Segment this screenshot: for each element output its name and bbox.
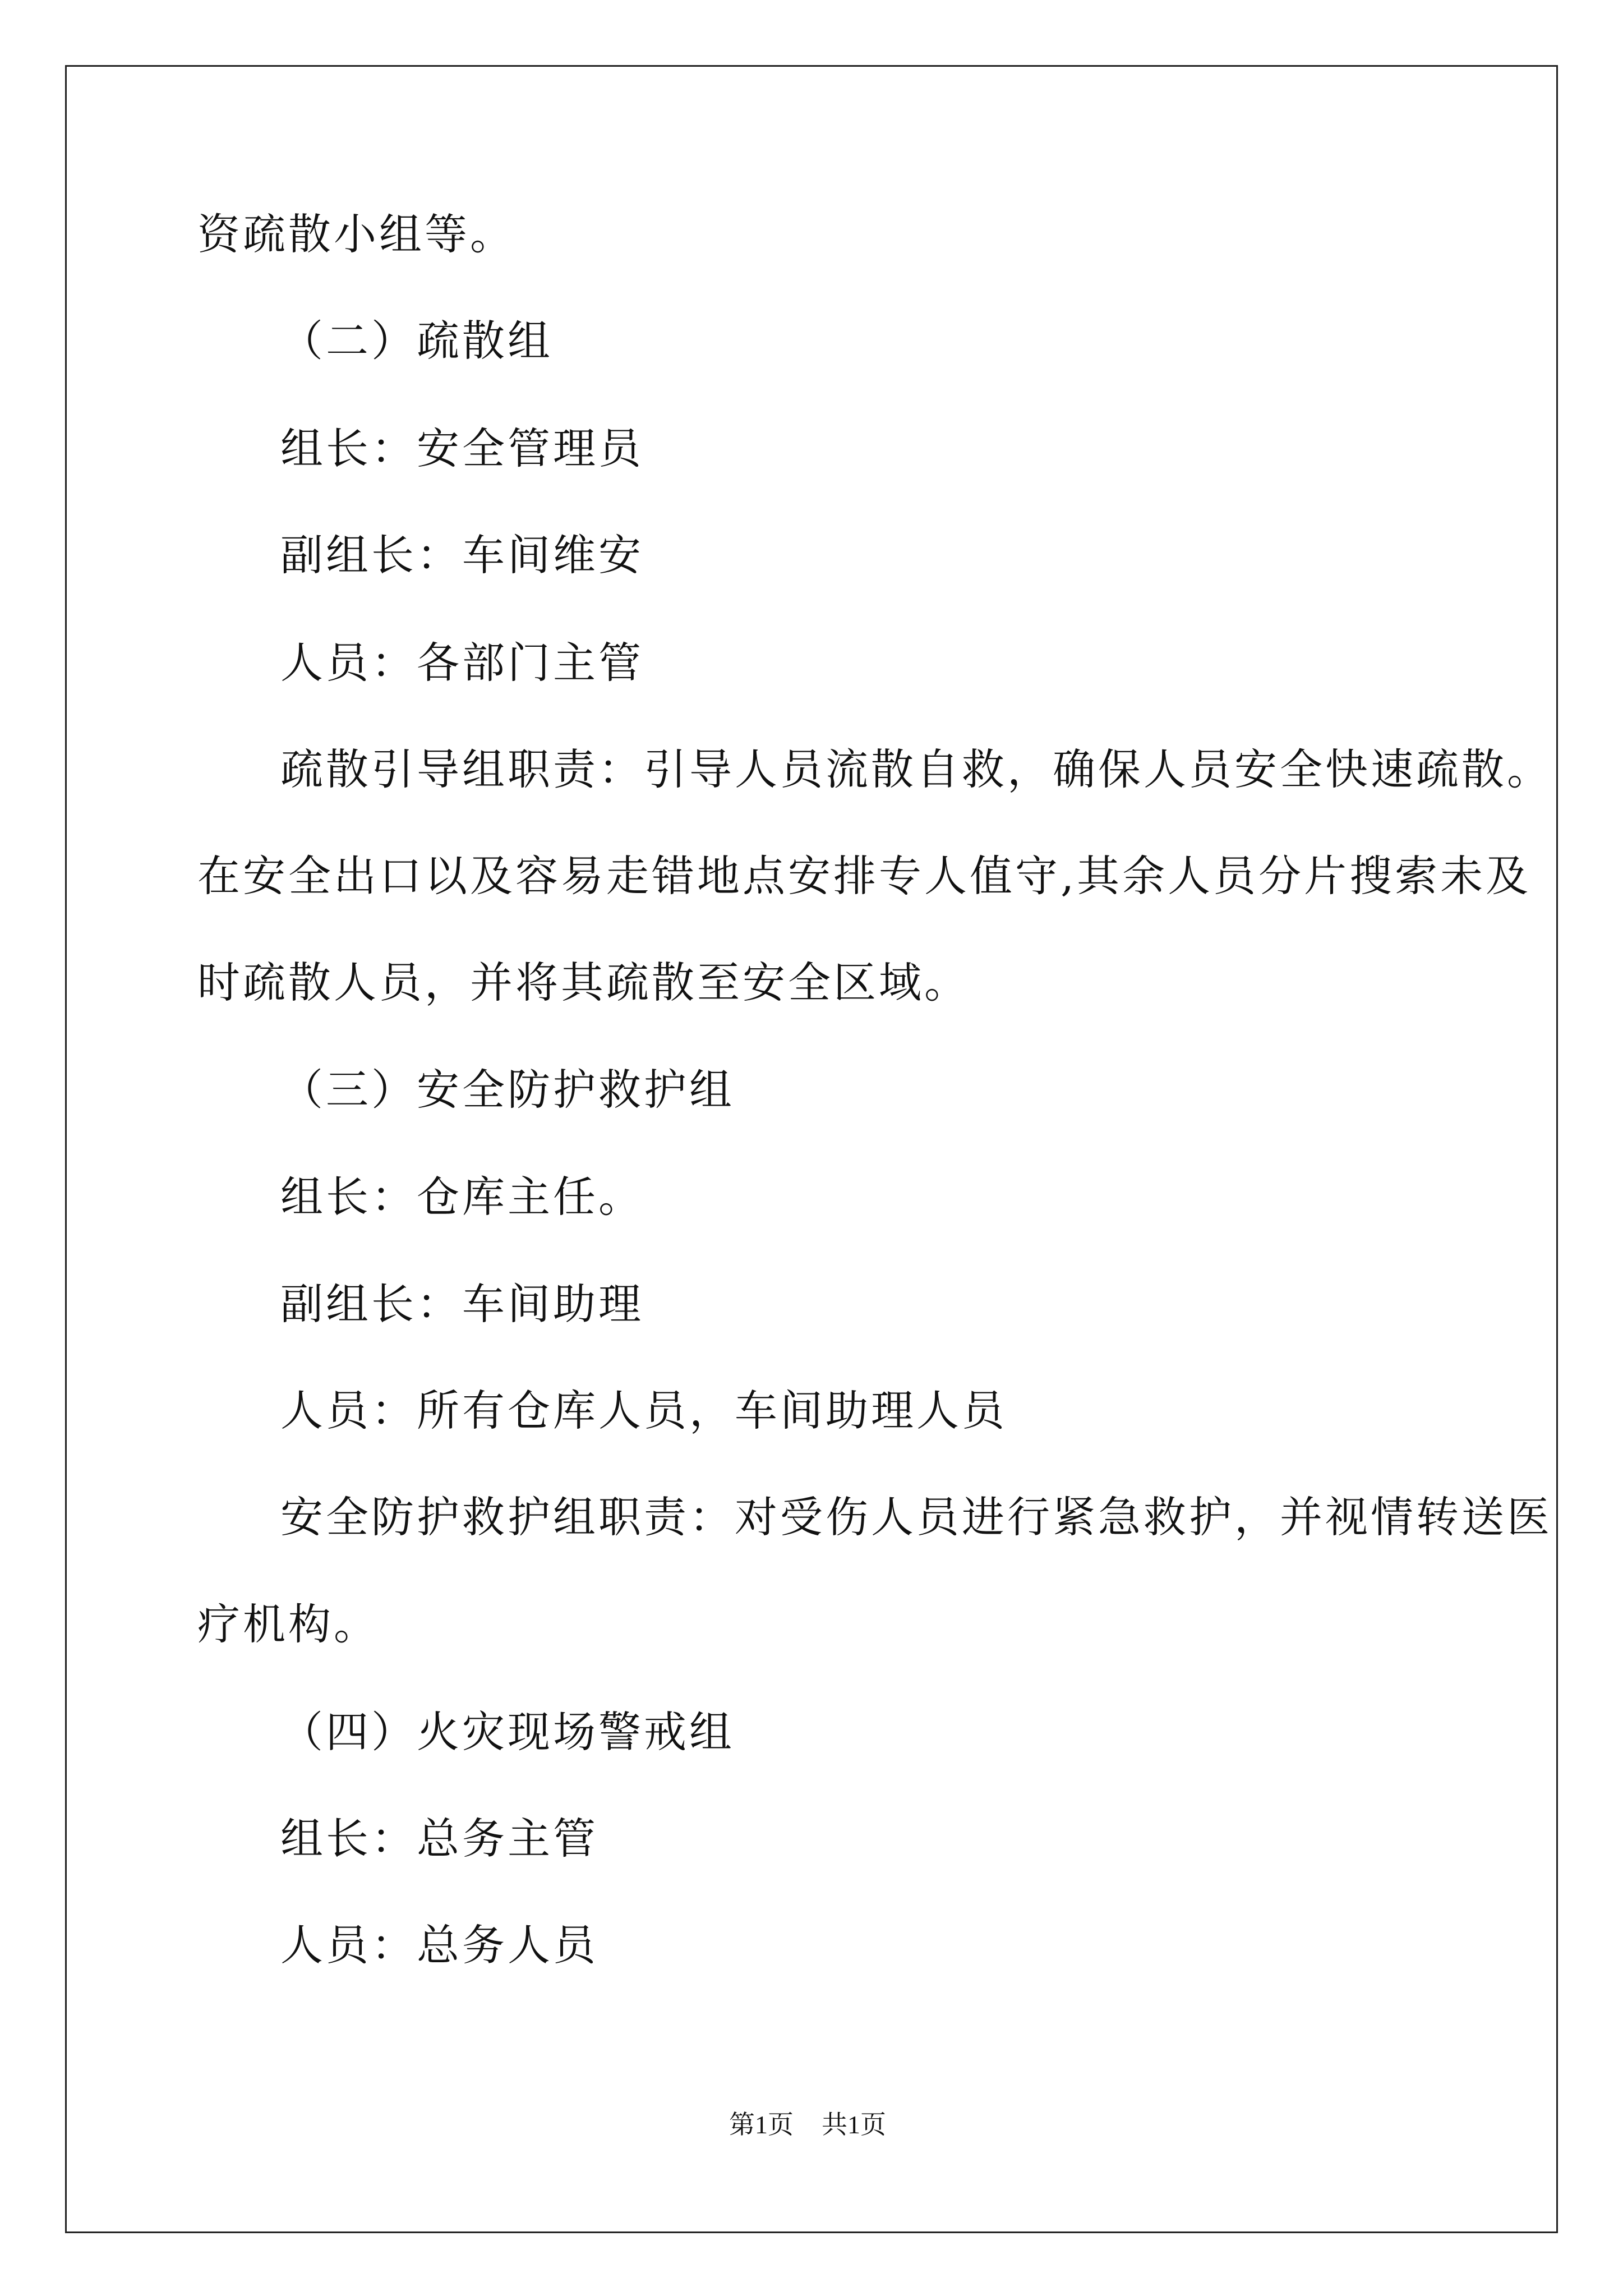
page-border [65,65,1558,2233]
paragraph-line: 副组长：车间助理 [280,1279,644,1329]
section-heading: （三）安全防护救护组 [280,1065,735,1115]
paragraph-line: 人员：各部门主管 [280,638,644,688]
paragraph-line: 组长：总务主管 [280,1814,598,1864]
paragraph-line: 疗机构。 [197,1599,379,1649]
paragraph-line: 疏散引导组职责：引导人员流散自救，确保人员安全快速疏散。 [280,744,1552,794]
paragraph-line: 安全防护救护组职责：对受伤人员进行紧急救护，并视情转送医 [280,1492,1552,1542]
paragraph-line: 组长：安全管理员 [280,424,644,473]
page-footer [729,2108,886,2142]
paragraph-line: 副组长：车间维安 [280,530,644,580]
section-heading: （二）疏散组 [280,316,553,366]
paragraph-line: 组长：仓库主任。 [280,1172,644,1222]
paragraph-line: 人员：所有仓库人员，车间助理人员 [280,1386,1007,1435]
page-total: 共1页 [822,2110,886,2139]
paragraph-line: 人员：总务人员 [280,1920,598,1970]
paragraph-line: 资疏散小组等。 [197,209,515,259]
paragraph-line: 在安全出口以及容易走错地点安排专人值守,其余人员分片搜索未及 [197,851,1532,901]
section-heading: （四）火灾现场警戒组 [280,1707,735,1757]
page-number: 第1页 [729,2110,794,2139]
paragraph-line: 时疏散人员，并将其疏散至安全区域。 [197,958,970,1007]
